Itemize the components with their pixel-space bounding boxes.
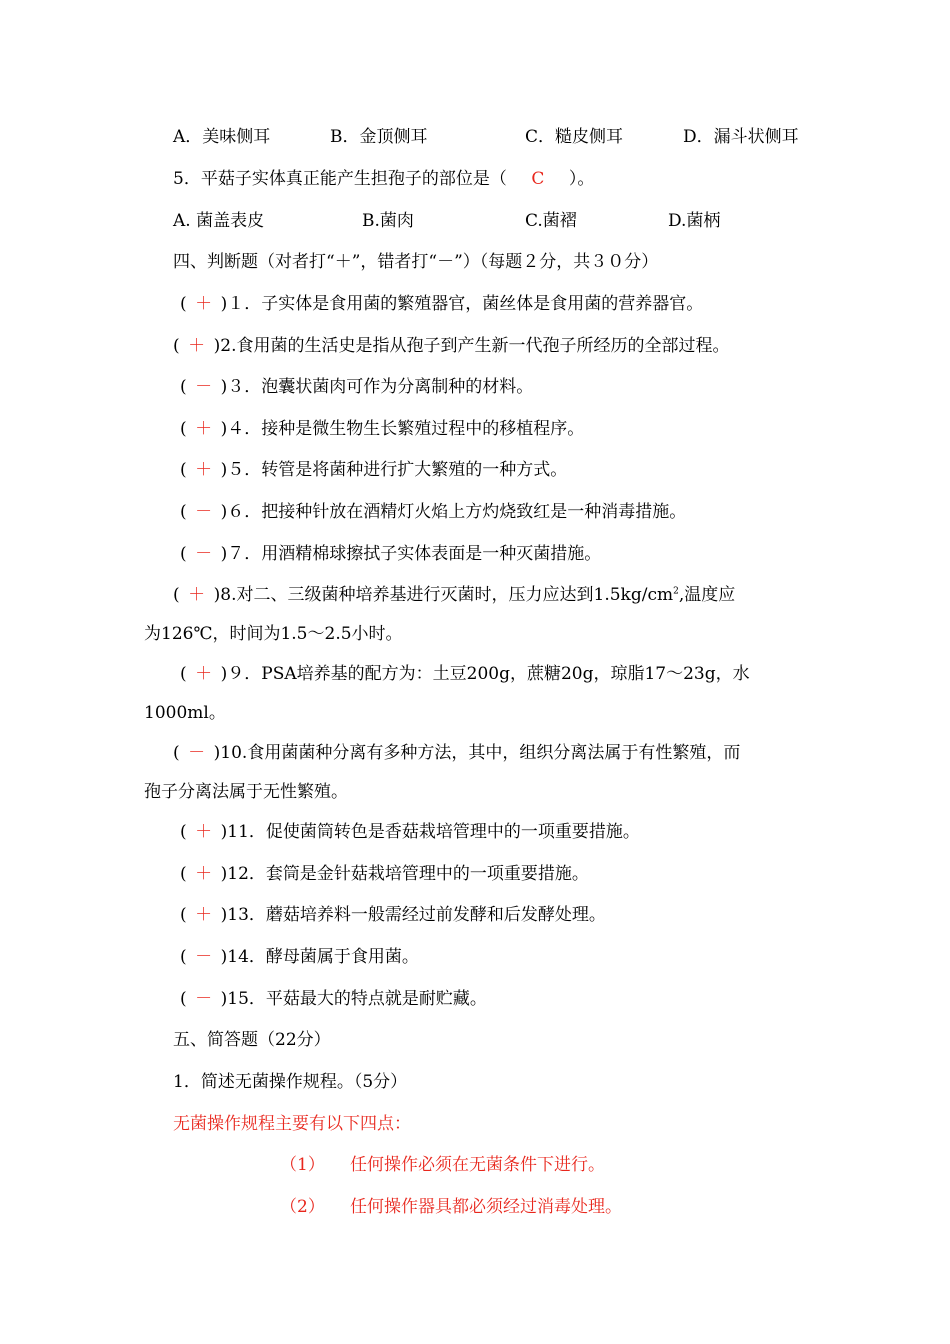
answer-point-2 bbox=[280, 1196, 622, 1218]
judgment-text: 10.食用菌菌种分离有多种方法，其中，组织分离法属于有性繁殖，而 bbox=[220, 743, 741, 763]
q5-stem-before: 5．平菇子实体真正能产生担孢子的部位是（ bbox=[173, 169, 507, 189]
judgment-item-11: ( ＋ )11．促使菌筒转色是香菇栽培管理中的一项重要措施。 bbox=[180, 822, 640, 842]
judgment-mark: ＋ bbox=[188, 336, 206, 356]
judgment-item-4: ( ＋ )４．接种是微生物生长繁殖过程中的移植程序。 bbox=[180, 419, 585, 439]
judgment-superscript: 2 bbox=[673, 586, 679, 597]
judgment-mark: ＋ bbox=[188, 585, 206, 605]
judgment-item-1: ( ＋ )１．子实体是食用菌的繁殖器官，菌丝体是食用菌的营养器官。 bbox=[180, 294, 704, 314]
judgment-mark: ＋ bbox=[195, 864, 213, 884]
judgment-text: ７．用酒精棉球擦拭子实体表面是一种灭菌措施。 bbox=[227, 544, 602, 564]
judgment-mark: － bbox=[195, 989, 213, 1009]
judgment-item-7: ( － )７．用酒精棉球擦拭子实体表面是一种灭菌措施。 bbox=[180, 544, 602, 564]
judgment-mark: ＋ bbox=[195, 905, 213, 925]
judgment-item-10: ( － )10.食用菌菌种分离有多种方法，其中，组织分离法属于有性繁殖，而 bbox=[173, 743, 741, 763]
judgment-mark: ＋ bbox=[195, 419, 213, 439]
judgment-text: ４．接种是微生物生长繁殖过程中的移植程序。 bbox=[227, 419, 585, 439]
judgment-item-9: ( ＋ )９．PSA培养基的配方为：土豆200g，蔗糖20g，琼脂17～23g，水 bbox=[180, 664, 750, 684]
judgment-mark: ＋ bbox=[195, 664, 213, 684]
answer-point-text: 任何操作必须在无菌条件下进行。 bbox=[350, 1155, 605, 1175]
judgment-text: ６．把接种针放在酒精灯火焰上方灼烧致红是一种消毒措施。 bbox=[227, 502, 687, 522]
judgment-text: ３．泡囊状菌肉可作为分离制种的材料。 bbox=[227, 377, 534, 397]
answer-point-number: （1） bbox=[280, 1155, 325, 1175]
judgment-text: ９．PSA培养基的配方为：土豆200g，蔗糖20g，琼脂17～23g，水 bbox=[227, 664, 750, 684]
answer-intro: 无菌操作规程主要有以下四点： bbox=[173, 1114, 411, 1134]
q4-option-b: B．金顶侧耳 bbox=[330, 127, 428, 147]
judgment-text: 12．套筒是金针菇栽培管理中的一项重要措施。 bbox=[227, 864, 589, 884]
judgment-mark: － bbox=[195, 544, 213, 564]
section4-title: 四、判断题（对者打“＋”，错者打“－”）（每题２分，共３０分） bbox=[173, 252, 659, 272]
q5-stem bbox=[173, 168, 594, 190]
q4-option-c: C．糙皮侧耳 bbox=[525, 127, 624, 147]
judgment-mark: ＋ bbox=[195, 460, 213, 480]
judgment-item-10-continued: 孢子分离法属于无性繁殖。 bbox=[144, 782, 348, 802]
judgment-text: 11．促使菌筒转色是香菇栽培管理中的一项重要措施。 bbox=[227, 822, 640, 842]
answer-point-text: 任何操作器具都必须经过消毒处理。 bbox=[350, 1197, 622, 1217]
judgment-text: 13．蘑菇培养料一般需经过前发酵和后发酵处理。 bbox=[227, 905, 606, 925]
q5-stem-after: ）。 bbox=[568, 169, 595, 189]
judgment-mark: ＋ bbox=[195, 822, 213, 842]
q5-option-c: C.菌褶 bbox=[525, 211, 577, 231]
answer-point-number: （2） bbox=[280, 1197, 325, 1217]
judgment-item-5: ( ＋ )５．转管是将菌种进行扩大繁殖的一种方式。 bbox=[180, 460, 568, 480]
judgment-item-8-continued: 为126℃，时间为1.5～2.5小时。 bbox=[144, 624, 403, 644]
judgment-text: ５．转管是将菌种进行扩大繁殖的一种方式。 bbox=[227, 460, 568, 480]
judgment-text: 15．平菇最大的特点就是耐贮藏。 bbox=[227, 989, 487, 1009]
judgment-mark: － bbox=[188, 743, 206, 763]
judgment-item-9-continued: 1000ml。 bbox=[144, 703, 226, 723]
judgment-text: 8.对二、三级菌种培养基进行灭菌时，压力应达到1.5kg/cm bbox=[220, 585, 674, 605]
judgment-item-6: ( － )６．把接种针放在酒精灯火焰上方灼烧致红是一种消毒措施。 bbox=[180, 502, 687, 522]
judgment-mark: － bbox=[195, 377, 213, 397]
section5-question-1: 1．简述无菌操作规程。（5分） bbox=[173, 1072, 408, 1092]
judgment-item-3: ( － )３．泡囊状菌肉可作为分离制种的材料。 bbox=[180, 377, 534, 397]
judgment-item-12: ( ＋ )12．套筒是金针菇栽培管理中的一项重要措施。 bbox=[180, 864, 589, 884]
judgment-item-2: ( ＋ )2.食用菌的生活史是指从孢子到产生新一代孢子所经历的全部过程。 bbox=[173, 336, 730, 356]
judgment-mark: ＋ bbox=[195, 294, 213, 314]
judgment-text: 2.食用菌的生活史是指从孢子到产生新一代孢子所经历的全部过程。 bbox=[220, 336, 730, 356]
judgment-mark: － bbox=[195, 502, 213, 522]
judgment-text: 14．酵母菌属于食用菌。 bbox=[227, 947, 419, 967]
q5-answer: C bbox=[531, 169, 545, 189]
judgment-item-8: ( ＋ )8.对二、三级菌种培养基进行灭菌时，压力应达到$1.5kg/cm^2$,温度应 bbox=[173, 585, 736, 605]
q5-option-a: A. 菌盖表皮 bbox=[173, 211, 265, 231]
q4-option-a: A．美味侧耳 bbox=[173, 127, 271, 147]
judgment-text-after: ,温度应 bbox=[678, 585, 736, 605]
judgment-text: １．子实体是食用菌的繁殖器官，菌丝体是食用菌的营养器官。 bbox=[227, 294, 704, 314]
answer-point-1 bbox=[280, 1154, 605, 1176]
section5-title: 五、简答题（22分） bbox=[173, 1030, 331, 1050]
q4-option-d: D．漏斗状侧耳 bbox=[683, 127, 799, 147]
q5-option-b: B.菌肉 bbox=[362, 211, 414, 231]
judgment-item-13: ( ＋ )13．蘑菇培养料一般需经过前发酵和后发酵处理。 bbox=[180, 905, 606, 925]
judgment-item-15: ( － )15．平菇最大的特点就是耐贮藏。 bbox=[180, 989, 487, 1009]
q5-option-d: D.菌柄 bbox=[668, 211, 721, 231]
judgment-item-14: ( － )14．酵母菌属于食用菌。 bbox=[180, 947, 419, 967]
judgment-mark: － bbox=[195, 947, 213, 967]
